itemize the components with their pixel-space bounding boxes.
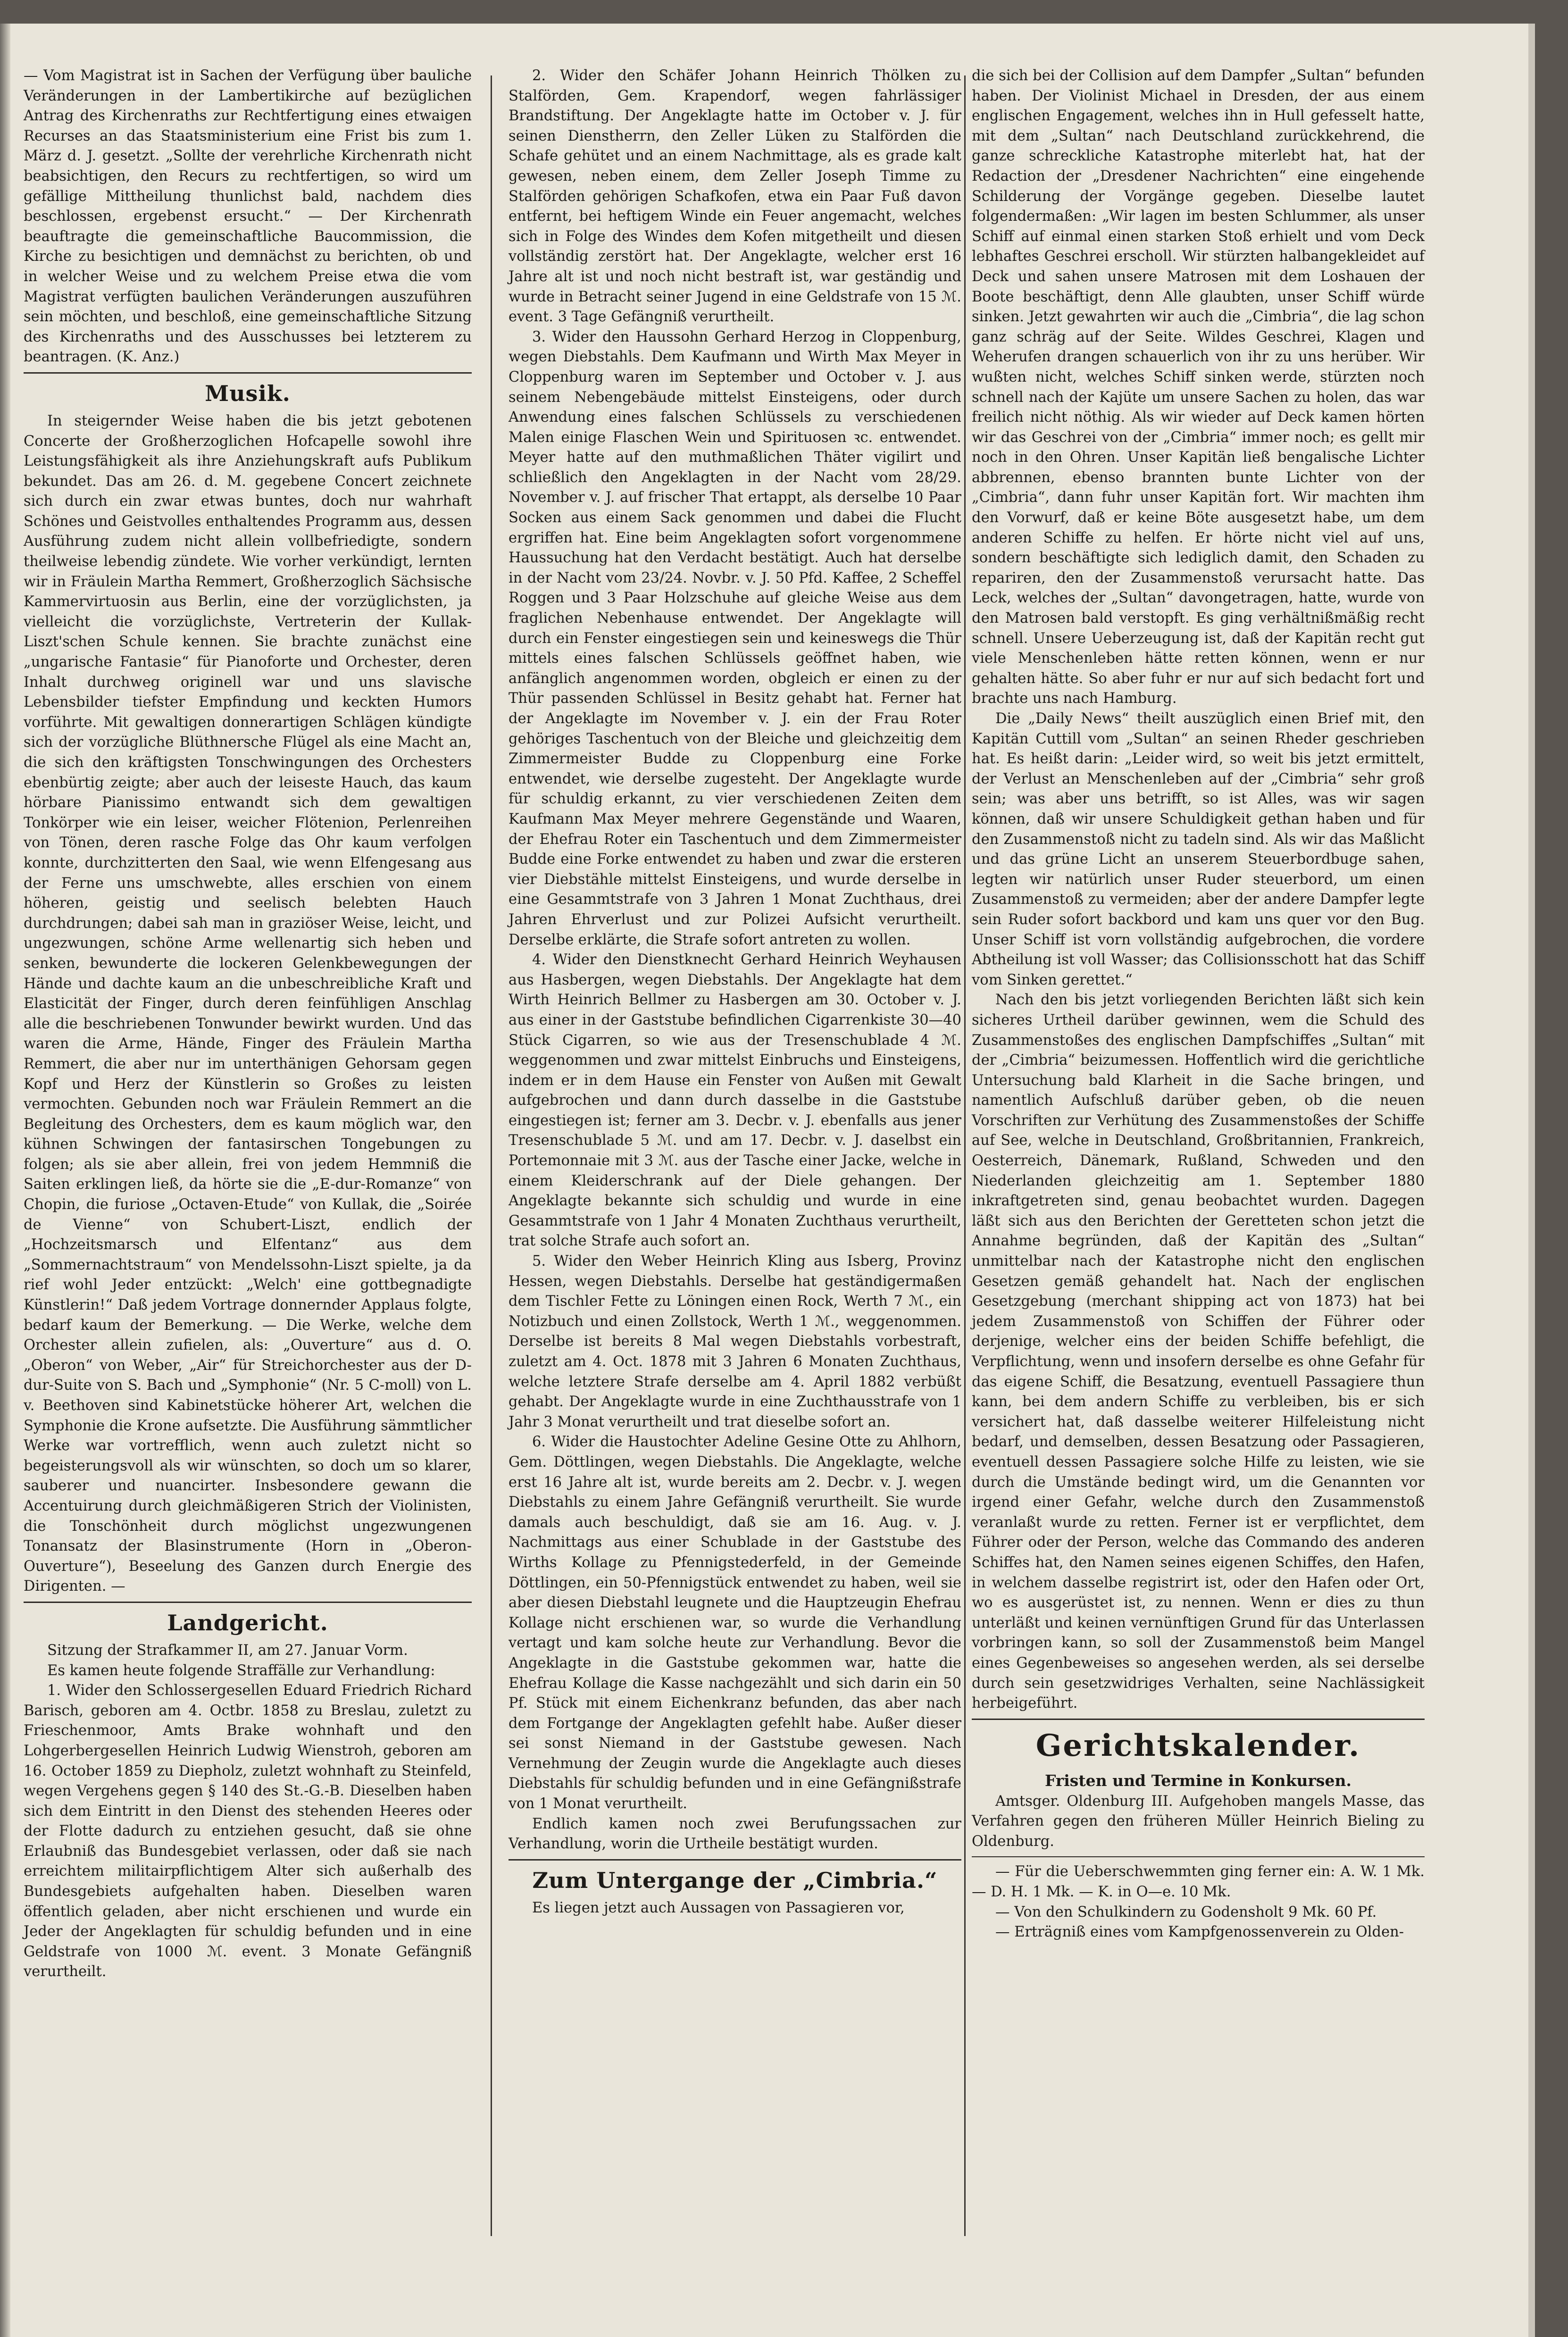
cimbria-legal-analysis: Nach den bis jetzt vorliegenden Berichten läßt sich kein sicheres Urtheil darüber gewinnen, wem die Schuld des Zusammenstoßes des englischen Dampfschiffes „Sultan“ mit der „Cimbria“ beizumessen. Hoffentlich wird die gerichtliche Untersuchung bald Klarheit in die Sache bringen, und namentlich Aufschluß darüber geben, ob die neuen Vorschriften zur Verhütung des Zusammenstoßes der Schiffe auf See, welche in Deutschland, Großbritannien, Frankreich, Oesterreich, Dänemark, Rußland, Schweden und den Niederlanden gleichzeitig am 1. September 1880 inkraftgetreten sind, genau beobachtet wurden. Dagegen läßt sich aus den Berichten der Geretteten schon jetzt die Annahme begründen, daß der Kapitän des „Sultan“ unmittelbar nach der Katastrophe nicht den englischen Gesetzen gemäß gehandelt hat. Nach der englischen Gesetzgebung (merchant shipping act von 1873) hat bei jedem Zusammenstoß von Schiffen der Führer oder derjenige, welcher eins der beiden Schiffe befehligt, die Verpflichtung, wenn und insofern derselbe es ohne Gefahr für das eigene Schiff, die Besatzung, eventuell Passagiere thun kann, bei dem andern Schiffe zu verbleiben, bis er sich versichert hat, daß dasselbe weiterer Hilfeleistung nicht bedarf, und demselben, dessen Besatzung oder Passagieren, eventuell dessen Passagiere solche Hilfe zu leisten, wie sie durch die Umstände bedingt wird, um die Genannten vor irgend einer Gefahr, welche durch den Zusammenstoß veranlaßt wurde zu retten. Ferner ist er verpflichtet, dem Führer oder der Person, welche das Commando des anderen Schiffes hat, den Namen seines eigenen Schiffes, den Hafen, in welchem dasselbe registrirt ist, oder den Hafen oder Ort, wo es ausgerüstet ist, zu nennen. Wenn er dies zu thun unterläßt und keinen vernünftigen Grund für das Unterlassen vorbringen kann, so soll der Zusammenstoß beim Mangel eines Gegenbeweises so angesehen werden, als sei derselbe durch sein gesetzwidriges Verhalten, seine Nachlässigkeit herbeigeführt. — [972, 992, 1425, 1712]
landgericht-case-2: 2. Wider den Schäfer Johann Heinrich Thölken zu Stalförden, Gem. Krapendorf, wegen fahrlässiger Brandstiftung. Der Angeklagte hatte im October v. J. für seinen Dienstherrn, den Zeller Lüken zu Stalförden die Schafe gehütet und an einem Nachmittage, als es grade kalt gewesen, neben einem, dem Zeller Joseph Timme zu Stalförden gehörigen Schafkofen, etwa ein Paar Fuß davon entfernt, bei heftigem Winde ein Feuer angemacht, welches sich in Folge des Windes dem Kofen mitgetheilt und diesen vollständig zerstört hat. Der Angeklagte, welcher erst 16 Jahre alt ist und noch nicht bestraft ist, war geständig und wurde in Betracht seiner Jugend in eine Geldstrafe von 15 ℳ. event. 3 Tage Gefängniß verurtheilt. — [509, 67, 961, 326]
gerichtskalender-heading: Gerichtskalender. — [1035, 1728, 1361, 1763]
cimbria-passenger-account: die sich bei der Collision auf dem Dampfer „Sultan“ befunden haben. Der Violinist Michael in Dresden, der aus einem englischen Engagement, welches ihn in Hull gefesselt hatte, mit dem „Sultan“ nach Deutschland zurückkehrend, die ganze schreckliche Katastrophe miterlebt hat, hat der Redaction der „Dresdener Nachrichten“ eine eingehende Schilderung der Vorgänge gegeben. Dieselbe lautet folgendermaßen: „Wir lagen im besten Schlummer, als unser Schiff auf einmal einen starken Stoß erhielt und vom Deck lebhaftes Geschrei erscholl. Wir stürzten halbangekleidet auf Deck und sahen unsere Matrosen mit dem Loshauen der Boote beschäftigt, denn Alle glaubten, unser Schiff würde sinken. Jetzt gewahrten wir auch die „Cimbria“, die lag schon ganz schräg auf der Seite. Wildes Geschrei, Klagen und Weherufen drangen schauerlich von ihr zu uns herüber. Wir wußten nicht, welches Schiff sinken werde, stürzten noch schnell nach der Kajüte um unsere Sachen zu holen, das war freilich nicht nöthig. Als wir wieder auf Deck kamen hörten wir das Geschrei von der „Cimbria“ immer noch; es gellt mir noch in den Ohren. Unser Kapitän ließ bengalische Lichter abbrennen, ebenso brannten bunte Lichter von der „Cimbria“, dann fuhr unser Kapitän fort. Wir machten ihm den Vorwurf, daß er keine Böte ausgesetzt habe, um dem anderen Schiffe zu helfen. Er hörte nicht viel auf uns, sondern beschäftigte sich lediglich damit, den Schaden zu repariren, den der Zusammenstoß verursacht hatte. Das Leck, welches der „Sultan“ davongetragen, hatte, wurde von den Matrosen bald verstopft. Es ging verhältnißmäßig recht schnell. Unsere Ueberzeugung ist, daß der Kapitän recht gut viele Menschenleben hätte retten können, wenn er nur gehalten hätte. So aber fuhr er nur auf sich bedacht fort und brachte uns nach Hamburg. — [972, 67, 1425, 707]
donation-line: — Von den Schulkindern zu Godensholt 9 Mk. 60 Pf. — [995, 1903, 1377, 1920]
landgericht-closing: Endlich kamen noch zwei Berufungssachen zur Verhandlung, worin die Urtheile bestätigt wurden. — [509, 1815, 961, 1853]
landgericht-case-6: 6. Wider die Haustochter Adeline Gesine Otte zu Ahlhorn, Gem. Döttlingen, wegen Diebstahls. Die Angeklagte, welche erst 16 Jahre alt ist, wurde bereits am 2. Decbr. v. J. wegen Diebstahls zu einem Jahre Gefängniß verurtheilt. Sie wurde damals auch beschuldigt, daß sie am 16. Aug. v. J. Nachmittags aus einer Schublade in der Gaststube des Wirths Kollage zu Pfennigstederfeld, in der Gemeinde Döttlingen, ein 50-Pfennigstück entwendet zu haben, weil sie aber diesen Diebstahl leugnete und die Hauptzeugin Ehefrau Kollage nicht erschienen war, so wurde die Verhandlung vertagt und kam solche heute zur Verhandlung. Bevor die Angeklagte in die Gaststube gekommen war, hatte die Ehefrau Kollage die Kasse nachgezählt und sich darin ein 50 Pf. Stück mit einem Eichenkranz befunden, das aber nach dem Fortgange der Angeklagten gefehlt habe. Außer dieser sei sonst Niemand in der Gaststube gewesen. Nach Vernehmung der Zeugin wurde die Angeklagte auch dieses Diebstahls für schuldig befunden und in eine Gefängnißstrafe von 1 Monat verurtheilt. — [509, 1434, 961, 1812]
newspaper-page — [0, 24, 1528, 2337]
cimbria-daily-news-letter: Die „Daily News“ theilt auszüglich einen Brief mit, den Kapitän Cuttill vom „Sultan“ an seinen Rheder geschrieben hat. Es heißt darin: „Leider wird, so weit bis jetzt ermittelt, der Verlust an Menschenleben auf der „Cimbria“ sehr groß sein; was aber uns betrifft, so ist Alles, was wir sagen können, daß wir unsere Schuldigkeit gethan haben und für den Zusammenstoß nicht zu tadeln sind. Als wir das Maßlicht und das grüne Licht an unserem Steuerbordbuge sahen, legten wir natürlich unser Ruder steuerbord, um einen Zusammenstoß zu vermeiden; aber der andere Dampfer legte sein Ruder sofort backbord und kam uns quer vor den Bug. Unser Schiff ist vorn vollständig aufgebrochen, die vordere Abtheilung ist voll Wasser; das Collisionsschott hat das Schiff vom Sinken gerettet.“ — [972, 710, 1425, 988]
section-rule — [509, 1859, 961, 1861]
landgericht-case-3: 3. Wider den Haussohn Gerhard Herzog in Cloppenburg, wegen Diebstahls. Dem Kaufmann und Wirth Max Meyer in Cloppenburg waren im September und October v. J. aus seinem Nebengebäude mittelst Einsteigens, oder durch Anwendung eines falschen Schlüssels zu verschiedenen Malen einige Flaschen Wein und Spirituosen ꝛc. entwendet. Meyer hatte auf den muthmaßlichen Thäter vigilirt und schließlich den Angeklagten in der Nacht vom 28/29. November v. J. auf frischer That ertappt, als derselbe 10 Paar Socken aus einem Sack genommen und dabei die Flucht ergriffen hat. Eine beim Angeklagten sofort vorgenommene Haussuchung hat den Verdacht bestätigt. Auch hat derselbe in der Nacht vom 23/24. Novbr. v. J. 50 Pfd. Kaffee, 2 Scheffel Roggen und 3 Paar Holzschuhe auf gleiche Weise aus dem fraglichen Nebenhause entwendet. Der Angeklagte will durch ein Fenster eingestiegen sein und keineswegs die Thür mittels eines falschen Schlüssels geöffnet haben, wie anfänglich angenommen worden, obgleich er einen zu der Thür passenden Schlüssel in Besitz gehabt hat. Ferner hat der Angeklagte im November v. J. ein der Frau Roter gehöriges Taschentuch von der Bleiche und gleichzeitig dem Zimmermeister Budde zu Cloppenburg eine Forke entwendet, wie derselbe zugesteht. Der Angeklagte wurde für schuldig erkannt, zu vier verschiedenen Zeiten dem Kaufmann Max Meyer mehrere Gegenstände und Waaren, der Ehefrau Roter ein Taschentuch und dem Zimmermeister Budde eine Forke entwendet zu haben und zwar die ersteren vier Diebstähle mittelst Einsteigens, und wurde derselbe in eine Gesammtstrafe von 3 Jahren 1 Monat Zuchthaus, drei Jahren Ehrverlust und zur Polizei Aufsicht verurtheilt. Derselbe erklärte, die Strafe sofort antreten zu wollen. — [509, 328, 961, 948]
section-rule — [24, 372, 472, 374]
page-binding-edge — [0, 24, 10, 2337]
landgericht-case-4: 4. Wider den Dienstknecht Gerhard Heinrich Weyhausen aus Hasbergen, wegen Diebstahls. Der Angeklagte hat dem Wirth Heinrich Bellmer zu Hasbergen am 30. October v. J. aus einer in der Gaststube befindlichen Cigarrenkiste 30—40 Stück Cigarren, so wie aus der Tresenschublade 4 ℳ. weggenommen und zwar mittelst Einbruchs und Einsteigens, indem er in dem Hause ein Fenster von Außen mit Gewalt aufgebrochen und dann durch dasselbe in die Gaststube eingestiegen ist; ferner am 3. Decbr. v. J. ebenfalls aus jener Tresenschublade 5 ℳ. und am 17. Decbr. v. J. daselbst ein Portemonnaie mit 3 ℳ. aus der Tasche einer Jacke, welche in einem Kleiderschrank auf der Diele gehangen. Der Angeklagte bekannte sich schuldig und wurde in eine Gesammtstrafe von 1 Jahr 4 Monaten Zuchthaus verurtheilt, trat solche Strafe auch sofort an. — [509, 951, 961, 1250]
donation-line: — Erträgniß eines vom Kampfgenossenverein zu Olden- — [995, 1924, 1404, 1941]
landgericht-heading: Landgericht. — [167, 1610, 328, 1636]
cimbria-heading: Zum Untergange der „Cimbria.“ — [532, 1867, 938, 1893]
konkurs-notice: Amtsger. Oldenburg III. Aufgehoben mangels Masse, das Verfahren gegen den früheren Müller Heinrich Bieling zu Oldenburg. — [972, 1793, 1425, 1850]
column-1 — [24, 66, 472, 1982]
musik-heading: Musik. — [205, 380, 291, 406]
fristen-subheading: Fristen und Termine in Konkursen. — [1045, 1771, 1351, 1790]
magistrat-lambertikirche-notice: — Vom Magistrat ist in Sachen der Verfügung über bauliche Veränderungen in der Lambertikirche auf bezüglichen Antrag des Kirchenraths zur Rechtfertigung eines etwaigen Recurses an das Staatsministerium eine Frist bis zum 1. März d. J. gesetzt. „Sollte der verehrliche Kirchenrath nicht beabsichtigen, den Recurs zu rechtfertigen, so wird um gefällige Mittheilung thunlichst bald, nachdem dies beschlossen, ergebenst ersucht.“ — Der Kirchenrath beauftragte die gemeinschaftliche Baucommission, die Kirche zu besichtigen und demnächst zu berichten, ob und in welcher Weise und zu welchem Preise etwa die vom Magistrat verfügten baulichen Veränderungen auszuführen sein möchten, und beschloß, eine gemeinschaftliche Sitzung des Kirchenraths und des Ausschusses bei letzterem zu beantragen. (K. Anz.) — [24, 67, 472, 366]
column-2 — [509, 66, 961, 1918]
section-rule — [972, 1856, 1425, 1857]
column-divider — [964, 75, 966, 2236]
landgericht-session-line: Sitzung der Strafkammer II, am 27. Januar Vorm. — [47, 1642, 408, 1659]
cimbria-intro: Es liegen jetzt auch Aussagen von Passagieren vor, — [532, 1899, 905, 1916]
landgericht-case-5: 5. Wider den Weber Heinrich Kling aus Isberg, Provinz Hessen, wegen Diebstahls. Derselbe hat geständigermaßen dem Tischler Fette zu Löningen einen Rock, Werth 7 ℳ., ein Notizbuch und einen Zollstock, Werth 1 ℳ., weggenommen. Derselbe ist bereits 8 Mal wegen Diebstahls vorbestraft, zuletzt am 4. Oct. 1878 mit 3 Jahren 6 Monaten Zuchthaus, welche letztere Strafe derselbe am 4. April 1882 verbüßt gehabt. Der Angeklagte wurde in eine Zuchthausstrafe von 1 Jahr 3 Monat verurtheilt und trat dieselbe sofort an. — [509, 1253, 961, 1430]
section-rule — [24, 1602, 472, 1603]
musik-article: In steigernder Weise haben die bis jetzt gebotenen Concerte der Großherzoglichen Hofcapelle sowohl ihre Leistungsfähigkeit als ihre Anziehungskraft aufs Publikum bekundet. Das am 26. d. M. gegebene Concert zeichnete sich durch ein zwar etwas buntes, doch nur wahrhaft Schönes und Geistvolles enthaltendes Programm aus, dessen Ausführung zudem nicht allein vollbefriedigte, sondern theilweise lebendig zündete. Wie vorher verkündigt, lernten wir in Fräulein Martha Remmert, Großherzoglich Sächsische Kammervirtuosin aus Berlin, eine der vorzüglichsten, ja vielleicht die vorzüglichste, Vertreterin der Kullak-Liszt'schen Schule kennen. Sie brachte zunächst eine „ungarische Fantasie“ für Pianoforte und Orchester, deren Inhalt durchweg originell war und uns slavische Lebensbilder tiefster Empfindung und keckten Humors vorführte. Mit gewaltigen donnerartigen Schlägen kündigte sich der vorzügliche Blüthnersche Flügel als eine Macht an, die sich den kräftigsten Tonschwingungen des Orchesters ebenbürtig zeigte; aber auch der leiseste Hauch, das kaum hörbare Pianissimo entwandt sich dem gewaltigen Tonkörper wie ein leiser, weicher Flötenion, Perlenreihen von Tönen, deren rasche Folge das Ohr kaum verfolgen konnte, durchzitterten den Saal, wie wenn Elfengesang aus der Ferne uns umschwebte, alles erschien von einem höheren, geistig und seelisch belebten Hauch durchdrungen; dabei sah man in graziöser Weise, leicht, und ungezwungen, schöne Arme wellenartig sich heben und senken, bewunderte die lockeren Gelenkbewegungen der Hände und dachte kaum an die unbeschreibliche Kraft und Elasticität der Finger, durch deren feinfühligen Anschlag alle die beschriebenen Tonwunder bewirkt wurden. Und das waren die Arme, Hände, Finger des Fräulein Martha Remmert, die aber nur im unterthänigen Gehorsam gegen Kopf und Herz der Künstlerin so Großes zu leisten vermochten. Gebunden noch war Fräulein Remmert an die Begleitung des Orchesters, dem es kaum möglich war, den kühnen Schwingen der fantasirschen Tongebungen zu folgen; als sie aber allein, frei von jedem Hemmniß die Saiten erklingen ließ, da hörte sie die „E-dur-Romanze“ von Chopin, die furiose „Octaven-Etude“ von Kullak, die „Soirée de Vienne“ von Schubert-Liszt, endlich der „Hochzeitsmarsch und Elfentanz“ aus dem „Sommernachtstraum“ von Mendelssohn-Liszt spielte, ja da rief wohl Jeder entzückt: „Welch' eine gottbegnadigte Künstlerin!“ Daß jedem Vortrage donnernder Applaus folgte, bedarf kaum der Bemerkung. — Die Werke, welche dem Orchester allein zufielen, als: „Ouverture“ aus d. O. „Oberon“ von Weber, „Air“ für Streichorchester aus der D-dur-Suite von S. Bach und „Symphonie“ (Nr. 5 C-moll) von L. v. Beethoven sind Kabinetstücke höherer Art, welchen die Symphonie die Krone aufsetzte. Die Ausführung sämmtlicher Werke war vortrefflich, wenn auch zuletzt nicht so begeisterungsvoll als wir wünschten, so doch um so klarer, sauberer und nuancirter. Insbesondere gewann die Accentuirung durch gleichmäßigeren Strich der Violinisten, die Tonschönheit durch möglichst ungezwungenen Tonansatz der Blasinstrumente (Horn in „Oberon-Ouverture“), Beseelung des Ganzen durch Energie des Dirigenten. — — [24, 412, 472, 1595]
section-rule — [972, 1719, 1425, 1720]
landgericht-case-1: 1. Wider den Schlossergesellen Eduard Friedrich Richard Barisch, geboren am 4. Octbr. 1858 zu Breslau, zuletzt zu Frieschenmoor, Amts Brake wohnhaft und den Lohgerbergesellen Heinrich Ludwig Wienstroh, geboren am 16. October 1859 zu Diepholz, zuletzt wohnhaft zu Steinfeld, wegen Vergehens gegen § 140 des St.-G.-B. Dieselben haben sich dem Eintritt in den Dienst des stehenden Heeres oder der Flotte dadurch zu entziehen gesucht, daß sie ohne Erlaubniß das Bundesgebiet verlassen, oder daß sie nach erreichtem militairpflichtigem Alter sich außerhalb des Bundesgebiets aufgehalten haben. Dieselben waren öffentlich geladen, aber nicht erschienen und wurde ein Jeder der Angeklagten für schuldig befunden und in eine Geldstrafe von 1000 ℳ. event. 3 Monate Gefängniß verurtheilt. — [24, 1682, 472, 1980]
landgericht-intro-line: Es kamen heute folgende Straffälle zur Verhandlung: — [47, 1662, 435, 1679]
column-divider — [491, 75, 492, 2236]
column-3 — [972, 66, 1425, 1943]
donation-line: — Für die Ueberschwemmten ging ferner ein: A. W. 1 Mk. — D. H. 1 Mk. — K. in O—e. 10 Mk. — [972, 1863, 1425, 1901]
